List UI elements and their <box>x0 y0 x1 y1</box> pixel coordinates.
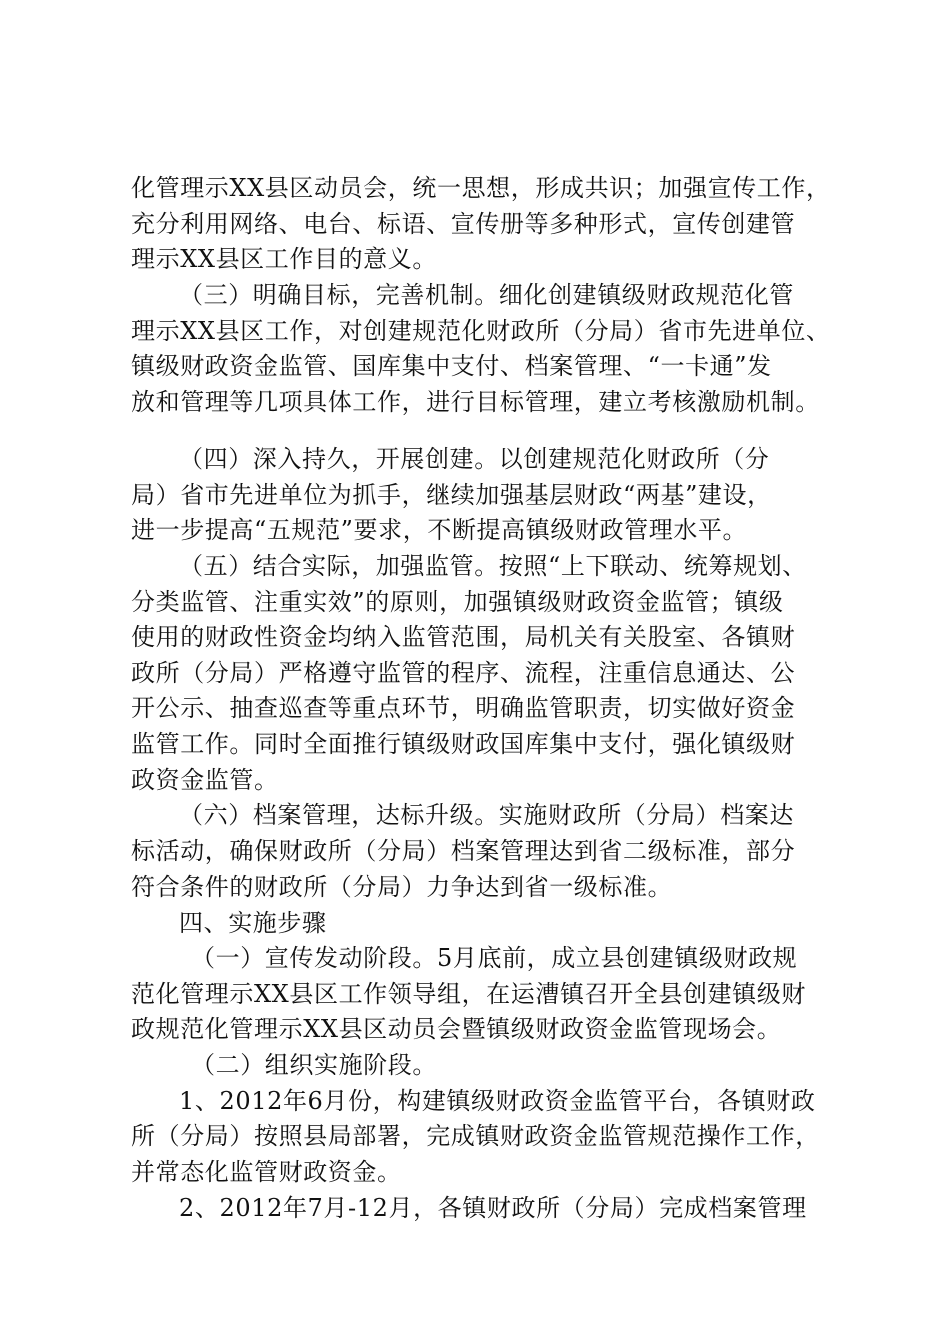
body-line: 范化管理示XX县区工作领导组，在运漕镇召开全县创建镇级财 <box>131 980 806 1008</box>
body-line: 符合条件的财政所（分局）力争达到省一级标准。 <box>131 873 673 901</box>
body-line: 监管工作。同时全面推行镇级财政国库集中支付，强化镇级财 <box>131 730 796 758</box>
body-line: （五）结合实际，加强监管。按照“上下联动、统筹规划、 <box>179 552 807 580</box>
body-line: 进一步提高“五规范”要求，不断提高镇级财政管理水平。 <box>131 516 748 544</box>
body-line: 并常态化监管财政资金。 <box>131 1158 402 1186</box>
body-line: 局）省市先进单位为抓手，继续加强基层财政“两基”建设， <box>131 481 772 509</box>
body-line: （三）明确目标，完善机制。细化创建镇级财政规范化管 <box>179 281 794 309</box>
body-line: 理示XX县区工作，对创建规范化财政所（分局）省市先进单位、 <box>131 317 831 345</box>
section-heading: 四、实施步骤 <box>179 909 327 937</box>
body-line: 充分利用网络、电台、标语、宣传册等多种形式，宣传创建管 <box>131 210 796 238</box>
body-line: 放和管理等几项具体工作，进行目标管理，建立考核激励机制。 <box>131 388 820 416</box>
body-line: （二）组织实施阶段。 <box>191 1051 437 1079</box>
body-line: 政所（分局）严格遵守监管的程序、流程，注重信息通达、公 <box>131 659 796 687</box>
body-line: 理示XX县区工作目的意义。 <box>131 245 437 273</box>
body-line: 化管理示XX县区动员会，统一思想，形成共识；加强宣传工作， <box>131 174 831 202</box>
body-line: 使用的财政性资金均纳入监管范围，局机关有关股室、各镇财 <box>131 623 796 651</box>
body-line: 2、2012年7月-12月，各镇财政所（分局）完成档案管理 <box>179 1194 807 1222</box>
body-line: 镇级财政资金监管、国库集中支付、档案管理、“一卡通”发 <box>131 352 772 380</box>
body-line: （一）宣传发动阶段。5月底前，成立县创建镇级财政规 <box>191 944 798 972</box>
body-line: 开公示、抽查巡查等重点环节，明确监管职责，切实做好资金 <box>131 694 796 722</box>
body-line: （六）档案管理，达标升级。实施财政所（分局）档案达 <box>179 801 794 829</box>
body-line: （四）深入持久，开展创建。以创建规范化财政所（分 <box>179 445 770 473</box>
body-line: 标活动，确保财政所（分局）档案管理达到省二级标准，部分 <box>131 837 796 865</box>
body-line: 政规范化管理示XX县区动员会暨镇级财政资金监管现场会。 <box>131 1015 782 1043</box>
body-line: 所（分局）按照县局部署，完成镇财政资金监管规范操作工作， <box>131 1122 820 1150</box>
body-line: 政资金监管。 <box>131 766 279 794</box>
body-line: 1、2012年6月份，构建镇级财政资金监管平台，各镇财政 <box>179 1087 816 1115</box>
body-line: 分类监管、注重实效”的原则，加强镇级财政资金监管；镇级 <box>131 588 784 616</box>
